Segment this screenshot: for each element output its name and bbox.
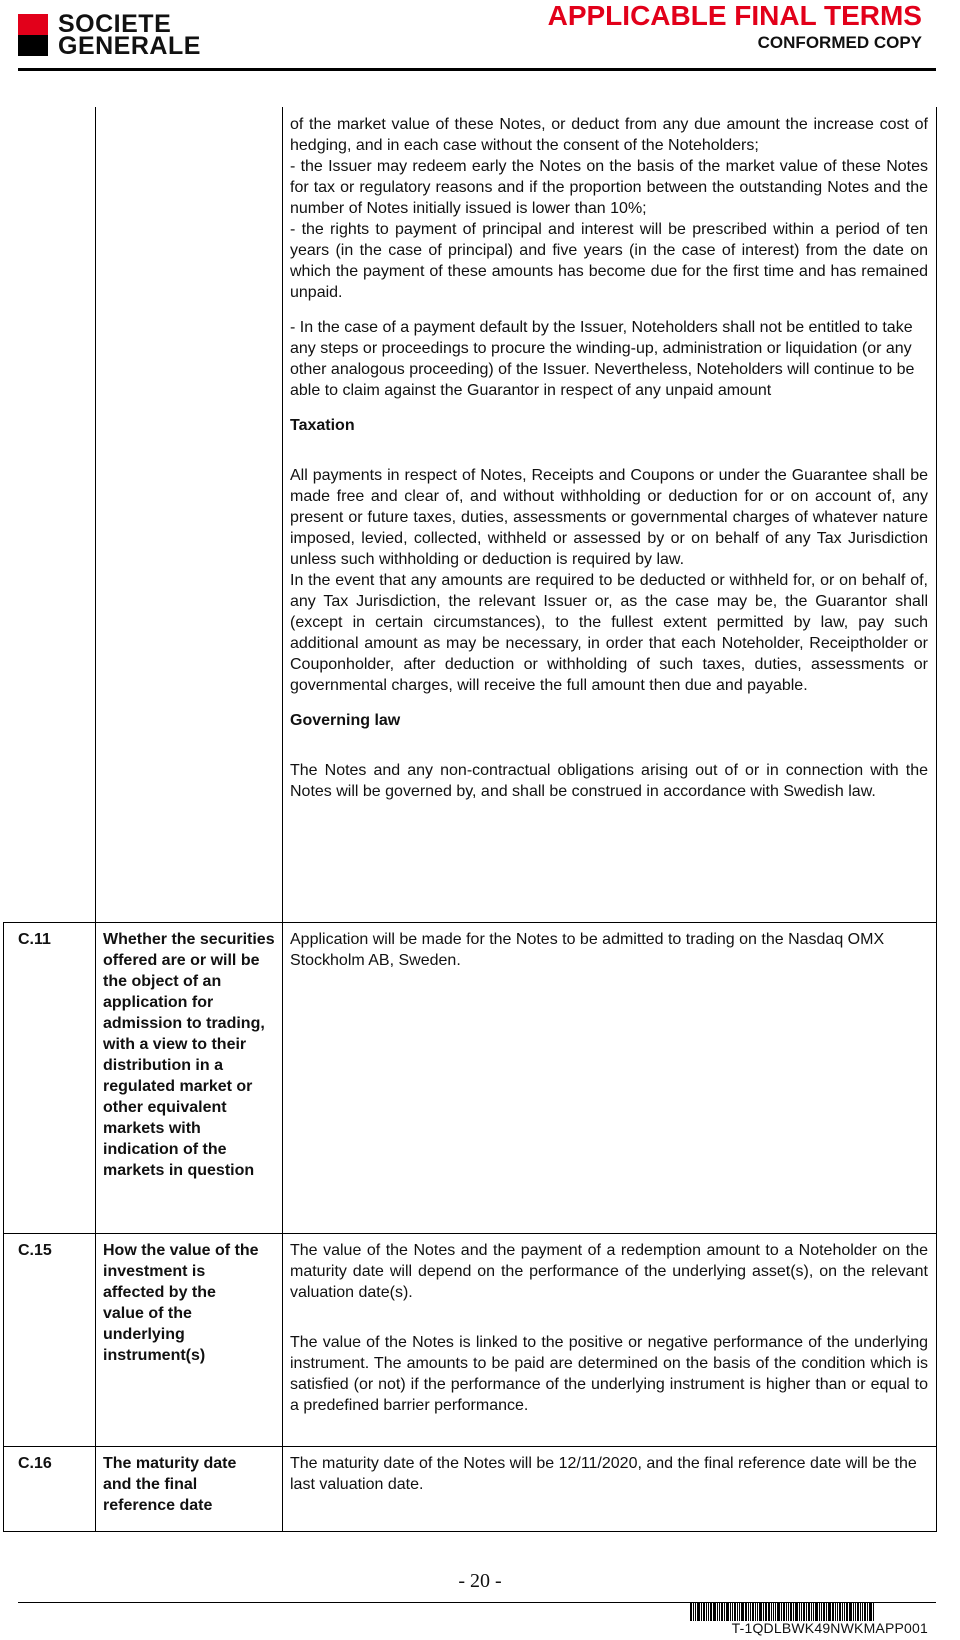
paragraph: The Notes and any non-contractual obligations arising out of or in connection with the Notes will be governed by, and shall be construed in accordance with Swedish law. [290,762,928,800]
logo-line1: SOCIETE [58,10,172,38]
paragraph: In the event that any amounts are required to be deducted or withheld for, or on behalf of, any Tax Jurisdiction, the relevant Issuer or, as the case may be, the Guarantor shall (except in certain circumstances), to the fullest extent permitted by law, pay such additional amount as may be necessary, in order that each Noteholder, Receiptholder or Couponholder, after deduction or withholding of such taxes, duties, assessments or governmental charges, will receive the full amount then due and payable. [290,572,928,694]
barcode-icon [690,1603,930,1621]
row-code-c11: C.11 [18,931,51,948]
table-border-bottom [3,1531,937,1532]
paragraph: The value of the Notes and the payment of a redemption amount to a Noteholder on the maturity date will depend on the performance of the underlying asset(s), on the relevant valuation date(s). [290,1242,928,1301]
continuation-content [290,114,928,802]
paragraph: - the Issuer may redeem early the Notes on the basis of the market value of these Notes for tax or regulatory reasons and if the proportion between the outstanding Notes and the number of Notes initially issued is lower than 10%; [290,158,928,217]
paragraph: - In the case of a payment default by the Issuer, Noteholders shall not be entitled to take any steps or proceedings to procure the winding-up, administration or liquidation (or any other analogous proceeding) of the Issuer. Nevertheless, Noteholders will continue to be able to claim against the Guarantor in respect of any unpaid amount [290,319,915,399]
row-label-c11: Whether the securities offered are or will be the object of an application for admission to trading, with a view to their distribution in a regulated market or other equivalent markets with indication of the markets in question [103,931,275,1179]
row-divider-c16 [3,1446,937,1447]
logo-line2: GENERALE [58,32,201,60]
paragraph: All payments in respect of Notes, Receipts and Coupons or under the Guarantee shall be made free and clear of, and without withholding or deduction for or on account of, any present or future taxes, duties, assessments or governmental charges of whatever nature imposed, levied, collected, withheld or assessed by or on behalf of any Tax Jurisdiction unless such withholding or deduction is required by law. [290,467,928,568]
row-code-c15: C.15 [18,1242,52,1259]
taxation-heading: Taxation [290,417,355,434]
paragraph: Application will be made for the Notes to be admitted to trading on the Nasdaq OMX Stockholm AB, Sweden. [290,931,885,969]
document-reference: T-1QDLBWK49NWKMAPP001 [731,1620,928,1636]
row-content-c15 [290,1240,928,1416]
row-content-c11 [290,929,928,971]
page-number: - 20 - [458,1570,502,1592]
governing-law-heading: Governing law [290,712,401,729]
paragraph: - the rights to payment of principal and interest will be prescribed within a period of ten years (in the case of principal) and five years (in the case of interest) from the date on which the payment of these amounts has become due for the first time and has remained unpaid. [290,221,928,301]
paragraph: The maturity date of the Notes will be 12/11/2020, and the final reference date will be the last valuation date. [290,1455,917,1493]
paragraph: of the market value of these Notes, or deduct from any due amount the increase cost of hedging, and in each case without the consent of the Noteholders; [290,116,928,154]
document-title: APPLICABLE FINAL TERMS [547,0,922,31]
paragraph: The value of the Notes is linked to the positive or negative performance of the underlying instrument. The amounts to be paid are determined on the basis of the condition which is satisfied (or not) if the performance of the underlying instrument is higher than or equal to a predefined barrier performance. [290,1334,928,1414]
row-code-c16: C.16 [18,1455,52,1472]
table-col-divider-2 [282,107,283,1532]
row-divider-c15 [3,1233,937,1234]
table-border-left [3,922,4,1532]
row-divider-c11 [3,922,937,923]
row-label-c15: How the value of the investment is affected by the value of the underlying instrument(s) [103,1242,259,1364]
row-label-c16: The maturity date and the final reference date [103,1455,237,1514]
document-subtitle: CONFORMED COPY [757,33,922,52]
table-border-right [936,107,937,1532]
row-content-c16 [290,1453,928,1495]
table-col-divider-1 [95,107,96,1532]
